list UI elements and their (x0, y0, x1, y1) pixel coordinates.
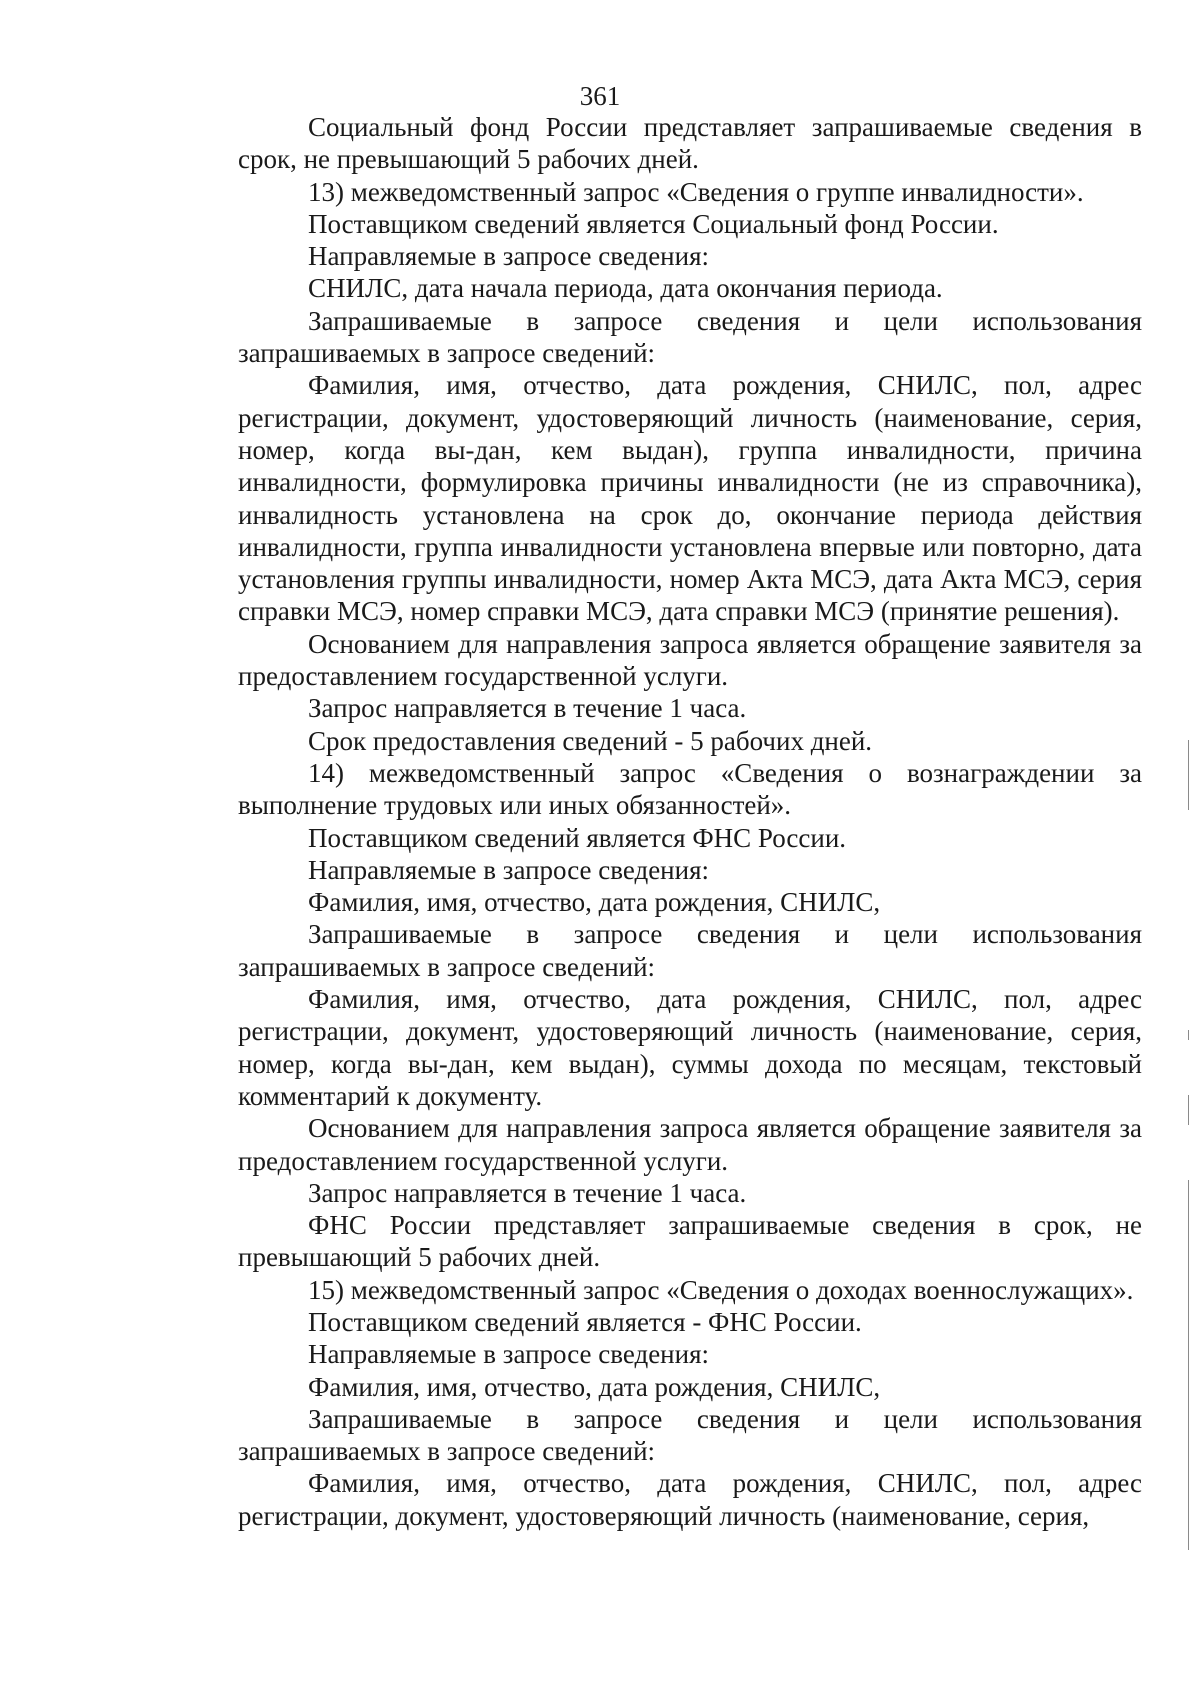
paragraph: Фамилия, имя, отчество, дата рождения, СНИЛС, пол, адрес регистрации, документ, удостоверяющий личность (наименование, серия, номер, когда вы-дан, кем выдан), суммы дохода по месяцам, текстовый комментарий к документу. (238, 984, 1142, 1111)
paragraph: Фамилия, имя, отчество, дата рождения, СНИЛС, пол, адрес регистрации, документ, удостоверяющий личность (наименование, серия, номер, когда вы-дан, кем выдан), группа инвалидности, причина инвалидности, формулировка причины инвалидности (не из справочника), инвалидность установлена на срок до, окончание периода действия инвалидности, группа инвалидности установлена впервые или повторно, дата установления группы инвалидности, номер Акта МСЭ, дата Акта МСЭ, серия справки МСЭ, номер справки МСЭ, дата справки МСЭ (принятие решения). (238, 370, 1142, 627)
paragraph: Фамилия, имя, отчество, дата рождения, СНИЛС, (308, 1371, 881, 1402)
paragraph: Направляемые в запросе сведения: (308, 1339, 709, 1370)
paragraph: 15) межведомственный запрос «Сведения о доходах военнослужащих». (308, 1274, 1134, 1305)
paragraph: СНИЛС, дата начала периода, дата окончания периода. (308, 273, 943, 304)
scan-artifact-line (1188, 1030, 1189, 1040)
paragraph: Основанием для направления запроса является обращение заявителя за предоставлением государственной услуги. (238, 628, 1142, 692)
document-body (238, 111, 1142, 1532)
paragraph: Фамилия, имя, отчество, дата рождения, СНИЛС, (308, 887, 881, 918)
paragraph: Срок предоставления сведений - 5 рабочих дней. (308, 725, 873, 756)
paragraph: Поставщиком сведений является - ФНС России. (308, 1306, 862, 1337)
paragraph: Основанием для направления запроса является обращение заявителя за предоставлением государственной услуги. (238, 1113, 1142, 1176)
scan-artifact-line (1188, 1095, 1189, 1125)
paragraph: Направляемые в запросе сведения: (308, 241, 709, 272)
paragraph: Запрос направляется в течение 1 часа. (308, 1177, 747, 1208)
paragraph: Запрашиваемые в запросе сведения и цели использования запрашиваемых в запросе сведений: (238, 1403, 1142, 1467)
paragraph: 14) межведомственный запрос «Сведения о вознаграждении за выполнение трудовых или иных обязанностей». (238, 757, 1142, 821)
scan-artifact-line (1188, 740, 1189, 810)
paragraph: Социальный фонд России представляет запрашиваемые сведения в срок, не превышающий 5 рабочих дней. (238, 112, 1142, 175)
paragraph: 13) межведомственный запрос «Сведения о группе инвалидности». (308, 176, 1084, 207)
paragraph: Фамилия, имя, отчество, дата рождения, СНИЛС, пол, адрес регистрации, документ, удостоверяющий личность (наименование, серия, (238, 1468, 1142, 1531)
paragraph: Поставщиком сведений является ФНС России. (308, 822, 847, 853)
paragraph: Запрашиваемые в запросе сведения и цели использования запрашиваемых в запросе сведений: (238, 919, 1142, 982)
paragraph: ФНС России представляет запрашиваемые сведения в срок, не превышающий 5 рабочих дней. (238, 1210, 1142, 1273)
paragraph: Запрос направляется в течение 1 часа. (308, 693, 747, 724)
scan-artifact-line (1188, 1180, 1189, 1550)
paragraph: Поставщиком сведений является Социальный фонд России. (308, 208, 999, 239)
page-number: 361 (579, 81, 621, 111)
paragraph: Направляемые в запросе сведения: (308, 854, 709, 885)
paragraph: Запрашиваемые в запросе сведения и цели использования запрашиваемых в запросе сведений: (238, 305, 1142, 369)
